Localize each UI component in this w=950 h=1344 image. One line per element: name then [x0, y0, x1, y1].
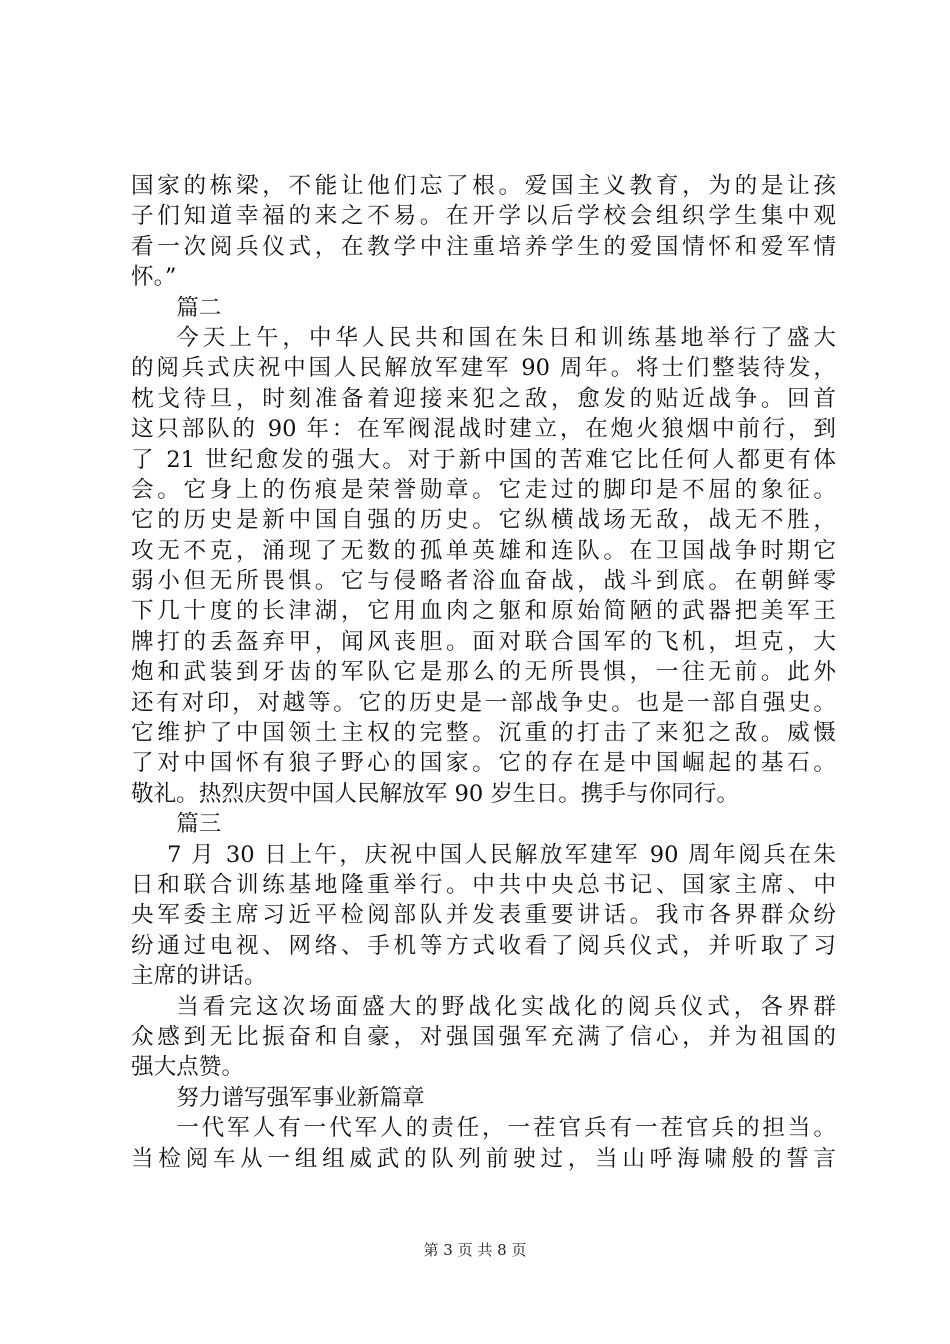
text-line: 纷通过电视、网络、手机等方式收看了阅兵仪式，并听取了习: [131, 932, 836, 959]
text-line: 还有对印，对越等。它的历史是一部战争史。也是一部自强史。: [131, 689, 836, 716]
text-line: 一代军人有一代军人的责任，一茬官兵有一茬官兵的担当。: [176, 1115, 836, 1142]
text-line: 它维护了中国领土主权的完整。沉重的打击了来犯之敌。威慑: [131, 720, 836, 747]
text-line: 篇二: [176, 294, 222, 321]
text-line: 会。它身上的伤痕是荣誉勋章。它走过的脚印是不屈的象征。: [131, 476, 836, 503]
text-line: 7 月 30 日上午，庆祝中国人民解放军建军 90 周年阅兵在朱: [167, 841, 836, 868]
text-line: 国家的栋梁，不能让他们忘了根。爱国主义教育，为的是让孩: [131, 173, 836, 199]
text-line: 日和联合训练基地隆重举行。中共中央总书记、国家主席、中: [131, 871, 836, 898]
text-line: 攻无不克，涌现了无数的孤单英雄和连队。在卫国战争时期它: [131, 537, 836, 564]
text-line: 它的历史是新中国自强的历史。它纵横战场无敌，战无不胜，: [131, 507, 836, 534]
text-line: 看一次阅兵仪式，在教学中注重培养学生的爱国情怀和爱军情: [131, 233, 836, 260]
text-line: 众感到无比振奋和自豪，对强国强军充满了信心，并为祖国的: [131, 1023, 836, 1050]
text-line: 下几十度的长津湖，它用血肉之躯和原始简陋的武器把美军王: [131, 598, 836, 625]
text-line: 这只部队的 90 年：在军阀混战时建立，在炮火狼烟中前行，到: [131, 416, 836, 443]
text-line: 牌打的丢盔弃甲，闻风丧胆。面对联合国军的飞机，坦克，大: [131, 628, 836, 655]
document-body: [131, 171, 836, 1174]
text-line: 今天上午，中华人民共和国在朱日和训练基地举行了盛大: [176, 324, 836, 351]
text-line: 炮和武装到牙齿的军队它是那么的无所畏惧，一往无前。此外: [131, 659, 836, 686]
text-line: 子们知道幸福的来之不易。在开学以后学校会组织学生集中观: [131, 203, 836, 230]
text-line: 央军委主席习近平检阅部队并发表重要讲话。我市各界群众纷: [131, 902, 836, 929]
text-line: 了对中国怀有狼子野心的国家。它的存在是中国崛起的基石。: [131, 750, 836, 777]
text-line: 敬礼。热烈庆贺中国人民解放军 90 岁生日。携手与你同行。: [131, 780, 739, 807]
text-line: 了 21 世纪愈发的强大。对于新中国的苦难它比任何人都更有体: [131, 446, 836, 473]
text-line: 枕戈待旦，时刻准备着迎接来犯之敌，愈发的贴近战争。回首: [131, 385, 836, 412]
text-line: 篇三: [176, 811, 222, 838]
page-footer: 第 3 页 共 8 页: [423, 1241, 527, 1259]
text-line: 怀。”: [131, 264, 177, 291]
text-line: 弱小但无所畏惧。它与侵略者浴血奋战，战斗到底。在朝鲜零: [131, 568, 836, 595]
text-line: 当检阅车从一组组威武的队列前驶过，当山呼海啸般的誓言: [131, 1145, 836, 1172]
text-line: 主席的讲话。: [131, 963, 267, 990]
text-line: 的阅兵式庆祝中国人民解放军建军 90 周年。将士们整装待发，: [131, 355, 836, 382]
text-line: 努力谱写强军事业新篇章: [176, 1084, 425, 1111]
text-line: 当看完这次场面盛大的野战化实战化的阅兵仪式，各界群: [176, 993, 836, 1020]
text-line: 强大点赞。: [131, 1054, 244, 1081]
